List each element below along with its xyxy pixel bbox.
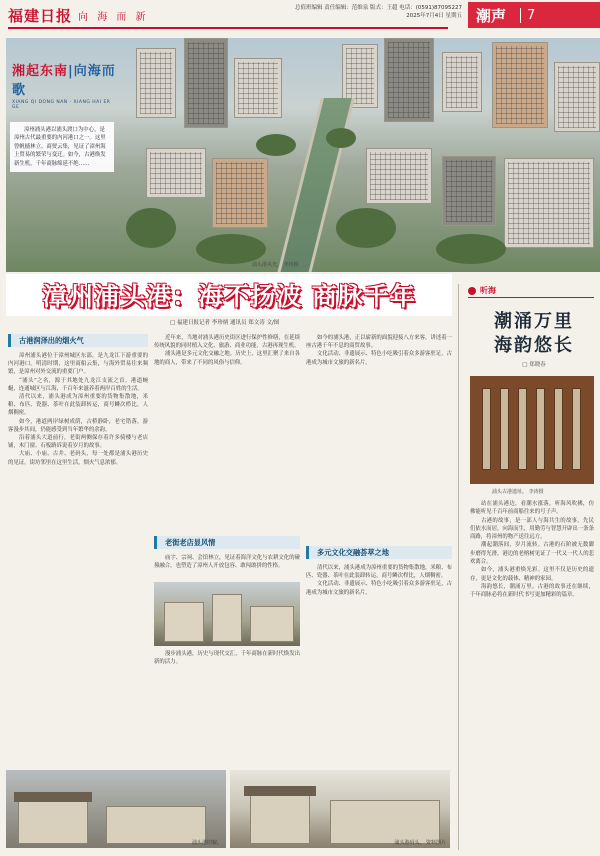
building (492, 42, 548, 128)
paragraph: 古港的故事，是一部人与海共生的故事。先民们依水而居，向海而生，用勤劳与智慧开辟出一条条商路，将漳州的物产送往远方。 (470, 517, 594, 541)
article-column-2c (154, 650, 300, 766)
building (136, 48, 176, 118)
building (442, 52, 482, 112)
photo-building (250, 794, 310, 844)
river-channel (271, 98, 355, 272)
paragraph: 清代以来，浦头港成为漳州重要的货物集散地，米粮、布匹、瓷器、茶叶在此装卸转运，商号鳞次栉比，人烟稠密。 (8, 394, 148, 417)
essay-tag (468, 284, 594, 298)
column-divider (458, 284, 459, 850)
masthead-rule (8, 27, 448, 29)
photo-building (18, 800, 88, 844)
building (366, 148, 432, 204)
photo-building (212, 594, 242, 642)
emblem-title (12, 60, 116, 98)
essay-author: □ 郑晓春 (522, 362, 546, 368)
stone-pillar (482, 388, 491, 470)
emblem-subtitle: XIANG QI DONG NAN · XIANG HAI ER GE (12, 100, 111, 110)
column-emblem (12, 60, 116, 110)
building (146, 148, 206, 198)
stone-pillar (554, 388, 563, 470)
paragraph: 清代以来，浦头港成为漳州重要的货物集散地，米粮、布匹、瓷器、茶叶在此装卸转运，商号鳞次栉比，人烟稠密。 (306, 565, 452, 580)
article-headline: 漳州浦头港：海不扬波 商脉千年 (42, 282, 416, 311)
issue-date: 2025年7月4日 星期五 (406, 13, 462, 19)
paragraph: 文化活动、非遗展示、特色小吃吸引着众多游客驻足，古港成为城市文旅的新名片。 (306, 351, 452, 366)
article-column-3b (306, 564, 452, 766)
essay-title-line-2: 海韵悠长 (494, 335, 574, 356)
paragraph: 如今，浦头港重焕光彩。这里不仅是历史的遗存，更是文化的载体、精神的家园。 (470, 567, 594, 582)
stone-pillar (536, 388, 545, 470)
intro-text: 漳州浦头港以浦头渡口为中心，是漳州古代最重要的内河港口之一。这里曾帆樯林立、商贾云集，见证了漳州海上贸易的繁荣与变迁。如今，古港焕发新生机，千年商脉绵延不绝…… (10, 122, 114, 172)
essay-tag-label: 听海 (480, 286, 496, 295)
paragraph: 漳州浦头港位于漳州城区东部，是九龙江下游重要的内河港口。明清时期，这里商船云集，与海外贸易往来频繁，是漳州对外交流的重要门户。 (8, 353, 148, 376)
photo-building (164, 602, 204, 642)
paragraph: 漫步浦头港，历史与现代交汇，千年商脉在新时代焕发出新的活力。 (154, 651, 300, 666)
tree (196, 234, 266, 264)
tree (436, 234, 506, 264)
masthead (0, 0, 600, 40)
tree (126, 208, 176, 248)
emblem-title-b: 向海而歌 (12, 64, 116, 98)
essay-title-line-1: 潮涌万里 (494, 311, 574, 332)
building (212, 158, 268, 228)
photo-caption-right: 浦头港码头。 资料图片 (394, 840, 446, 846)
emblem-separator: | (68, 64, 74, 79)
hero-caption: 浦头港风光。 李涛摄 (252, 262, 299, 268)
tree (256, 134, 296, 156)
editor-info: 总值班编辑 责任编辑：范维泉 版式：王超 电话：(0591)87095227 (294, 5, 462, 11)
essay-body (470, 500, 594, 850)
paragraph: 大庙、小庙、古井、老码头，每一处都是浦头港历史的见证。街坊邻里在这里生活，烟火气息浓郁。 (8, 451, 148, 466)
building (384, 38, 434, 122)
paragraph: 如今，港道两岸绿树成荫，古桥静卧，老宅错落，游客漫步其间，仍能感受到当年繁华的余韵。 (8, 418, 148, 433)
building (442, 156, 496, 226)
stone-pillar (572, 388, 581, 470)
paragraph: 潮起潮落间，岁月流转。古港的石阶被无数脚步磨得光滑，港边的老榕树见证了一代又一代人的悲欢离合。 (470, 542, 594, 566)
photo-roof (14, 792, 92, 802)
bottom-photo-right (230, 770, 450, 848)
page-name: 潮声 (476, 6, 507, 25)
paragraph: 近年来，当地对浦头港历史街区进行保护性修缮，在延续传统风貌的同时植入文化、旅游、商业功能，古港再现生机。 (154, 335, 300, 350)
article-column-2 (154, 334, 300, 530)
subhead-2: 老街老店显风情 (154, 536, 300, 549)
essay-photo-caption: 浦头古港遗址。 李涛摄 (492, 489, 544, 495)
tree (336, 208, 396, 248)
stone-pillar (500, 388, 509, 470)
page-number: 7 (520, 8, 535, 23)
section-label: 向 海 而 新 (78, 11, 149, 23)
photo-building (250, 606, 294, 642)
paragraph: 如今的浦头港，正以崭新的面貌迎接八方来客，讲述着一座古港千年不息的商贸故事。 (306, 335, 452, 350)
building (184, 38, 228, 128)
essay-photo (470, 376, 594, 484)
tree (326, 128, 356, 148)
paragraph: 沿着浦头大道前行，老街两侧保存着许多骑楼与老店铺，木门窗、石板路诉说着岁月的故事。 (8, 435, 148, 450)
paragraph: 站在浦头港边，看潮水涨落，听海风吹拂，仿佛能听见千百年前商船往来的号子声。 (470, 501, 594, 516)
photo-roof (244, 786, 316, 796)
newspaper-logo: 福建日报 (8, 6, 73, 25)
photo-caption-left: 浦头港旧貌。 (191, 840, 222, 846)
headline-banner (6, 274, 452, 316)
building (234, 58, 282, 118)
subhead-1: 古港润泽出的烟火气 (8, 334, 148, 347)
article-column-3 (306, 334, 452, 540)
article-column-2b (154, 554, 300, 580)
building (504, 158, 594, 248)
bottom-photo-left (6, 770, 226, 848)
photo-building (330, 800, 440, 844)
tag-dot-icon (468, 287, 476, 295)
paragraph: 海韵悠长，潮涌万里。古港的故事还在继续，千年商脉必将在新时代书写更加精彩的篇章。 (470, 583, 594, 599)
masthead-brand (8, 6, 149, 24)
article-byline: □ 福建日报记者 李珍炳 通讯员 郑文涛 文/图 (170, 320, 280, 326)
article-photo (154, 582, 300, 646)
article-column-1 (8, 352, 148, 766)
building (554, 62, 600, 132)
paragraph: 文化活动、非遗展示、特色小吃吸引着众多游客驻足，古港成为城市文旅的新名片。 (306, 581, 452, 596)
paragraph: 浦头港是多元文化交融之地。历史上，这里汇聚了来自各地的商人，带来了不同的风俗与信仰。 (154, 351, 300, 366)
essay-title (472, 310, 596, 358)
stone-pillar (518, 388, 527, 470)
masthead-info (262, 4, 462, 20)
page-tab (468, 2, 600, 28)
subhead-3: 多元文化交融荟萃之地 (306, 546, 452, 559)
paragraph: “浦头”之名，源于其地处九龙江支流之首。港道蜿蜒，连通城区与江海，千百年来滋养着两岸百姓的生活。 (8, 377, 148, 392)
emblem-title-a: 湘起东南 (12, 64, 69, 79)
bottom-photo-strip (6, 770, 450, 850)
paragraph: 庙宇、宗祠、会馆林立，见证着海洋文化与农耕文化的碰撞融合，也塑造了漳州人开放包容、敢闯敢拼的性格。 (154, 555, 300, 570)
